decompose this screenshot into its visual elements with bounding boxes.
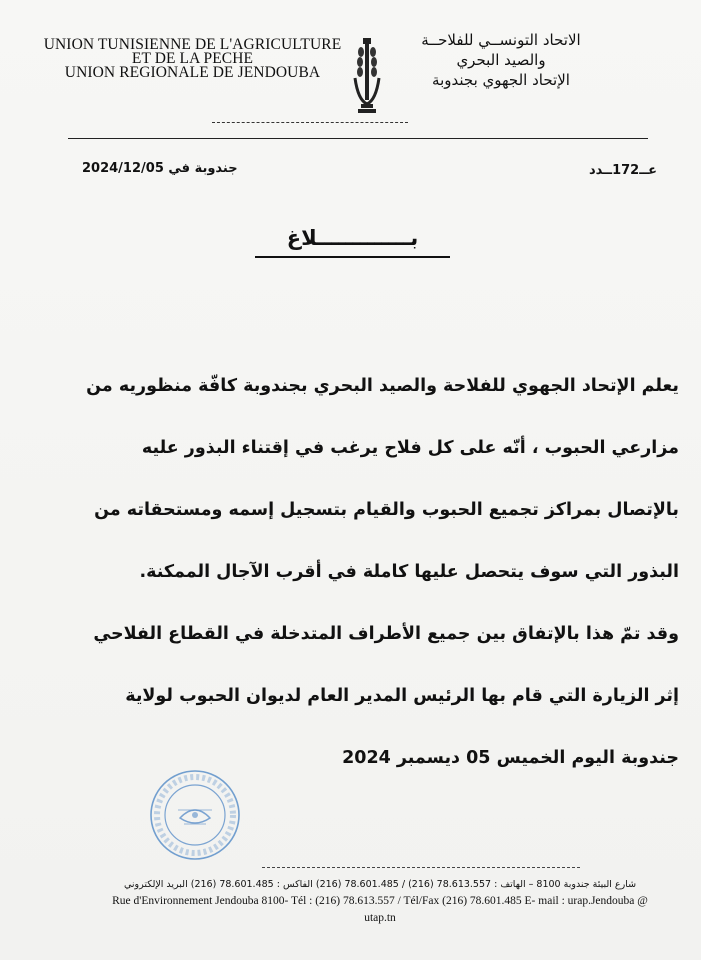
reference-number: عــ172ــدد (589, 163, 657, 178)
french-header-line-3: UNION REGIONALE DE JENDOUBA (64, 64, 321, 81)
arabic-header-line-2: والصيد البحري (456, 51, 546, 69)
french-header-line-2: ET DE LA PECHE (131, 50, 254, 67)
french-letterhead (40, 38, 345, 80)
body-line-3: بالإتصال بمراكز تجميع الحبوب والقيام بتسجيل إسمه ومستحقاته من (94, 500, 679, 520)
footer-dashed-divider (262, 867, 580, 868)
header-divider (68, 138, 648, 139)
body-line-2: مزارعي الحبوب ، أنّه على كل فلاح يرغب في إقتناء البذور عليه (141, 438, 679, 458)
body-line-4: البذور التي سوف يتحصل عليها كاملة في أقرب الآجال الممكنة. (139, 562, 679, 582)
arabic-header-line-3: الإتحاد الجهوي بجندوبة (432, 71, 570, 89)
header-dashed-divider (212, 122, 408, 123)
footer-email-domain: utap.tn (364, 912, 396, 924)
footer-arabic-address: شارع البيئة جندوبة 8100 – الهاتف : 78.613.557 (216) / 78.601.485 (216) الفاكس : 78.601.485 (216) البريد الإلكتروني (123, 879, 637, 890)
footer-french-address: Rue d'Environnement Jendouba 8100- Tél : (216) 78.613.557 / Tél/Fax (216) 78.601.485 E- mail : urap.Jendouba @ (112, 895, 648, 907)
body-line-7: جندوبة اليوم الخميس 05 ديسمبر 2024 (342, 748, 679, 768)
arabic-letterhead (381, 30, 621, 90)
arabic-header-line-1: الاتحاد التونســي للفلاحــة (421, 31, 581, 49)
body-line-6: إثر الزيارة التي قام بها الرئيس المدير العام لديوان الحبوب لولاية (125, 686, 679, 706)
document-date: جندوبة في 2024/12/05 (82, 161, 238, 176)
official-stamp-icon (148, 768, 242, 862)
body-line-1: يعلم الإتحاد الجهوي للفلاحة والصيد البحري بجندوبة كافّة منظوريه من (86, 376, 679, 396)
wheat-emblem-icon (352, 38, 382, 114)
footer-contact (100, 876, 660, 927)
french-header-line-1: UNION TUNISIENNE DE L'AGRICULTURE (43, 36, 342, 53)
body-line-5: وقد تمّ هذا بالإتفاق بين جميع الأطراف المتدخلة في القطاع الفلاحي (93, 624, 679, 644)
document-title: بـــــــــــــلاغ (255, 226, 450, 258)
